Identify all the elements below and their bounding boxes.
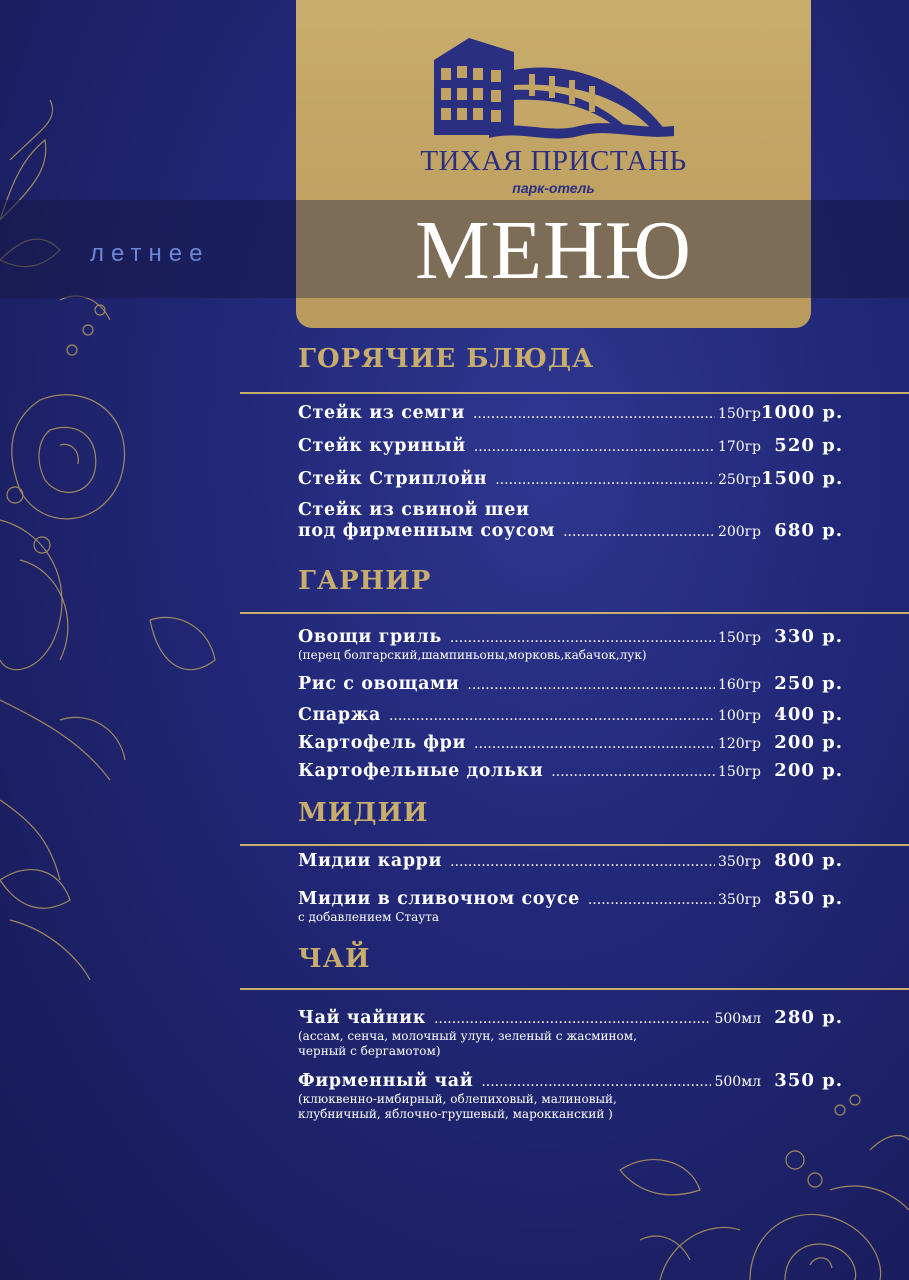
leader-dots xyxy=(434,1011,712,1027)
item-price: 680 р. xyxy=(774,520,843,541)
item-price: 350 р. xyxy=(774,1070,843,1091)
item-note: с добавлением Стаута xyxy=(298,910,440,924)
item-name: Рис с овощами xyxy=(298,674,460,694)
item-price: 800 р. xyxy=(774,850,843,871)
menu-title: МЕНЮ xyxy=(415,204,692,297)
menu-item xyxy=(298,402,843,423)
leader-dots xyxy=(474,736,715,752)
item-weight: 500мл xyxy=(714,1011,761,1027)
item-weight: 150гр xyxy=(717,406,761,422)
menu-item xyxy=(298,850,843,871)
leader-dots xyxy=(551,764,715,780)
leader-dots xyxy=(481,1074,711,1090)
leader-dots xyxy=(389,708,715,724)
item-name: Мидии в сливочном соусе xyxy=(298,889,580,909)
item-weight: 100гр xyxy=(717,708,761,724)
menu-item xyxy=(298,626,843,663)
section-title-tea: ЧАЙ xyxy=(298,944,371,974)
item-name: Спаржа xyxy=(298,705,381,725)
item-price: 1000 р. xyxy=(761,402,844,423)
menu-item xyxy=(298,760,843,781)
section-title-hot: ГОРЯЧИЕ БЛЮДА xyxy=(298,344,595,374)
menu-item xyxy=(298,888,843,925)
item-name: Фирменный чай xyxy=(298,1071,474,1091)
menu-item xyxy=(298,500,843,541)
item-price: 280 р. xyxy=(774,1007,843,1028)
item-price: 250 р. xyxy=(774,673,843,694)
item-name: Картофель фри xyxy=(298,733,467,753)
item-price: 1500 р. xyxy=(761,468,844,489)
item-weight: 150гр xyxy=(717,630,761,646)
brand-subtitle: парк-отель xyxy=(512,180,595,196)
leader-dots xyxy=(588,892,715,908)
item-price: 200 р. xyxy=(774,732,843,753)
item-weight: 120гр xyxy=(717,736,761,752)
brand-name: ТИХАЯ ПРИСТАНЬ xyxy=(420,145,687,177)
item-weight: 350гр xyxy=(717,892,761,908)
item-weight: 150гр xyxy=(717,764,761,780)
item-name: Овощи гриль xyxy=(298,627,442,647)
menu-item xyxy=(298,704,843,725)
item-price: 200 р. xyxy=(774,760,843,781)
item-name-line1: Стейк из свиной шеи xyxy=(298,500,530,520)
menu-item xyxy=(298,732,843,753)
hotel-logo-icon xyxy=(429,30,679,142)
item-weight: 350гр xyxy=(717,854,761,870)
menu-item xyxy=(298,435,843,456)
item-price: 850 р. xyxy=(774,888,843,909)
menu-item xyxy=(298,673,843,694)
section-divider xyxy=(240,392,909,394)
section-title-garnish: ГАРНИР xyxy=(298,566,432,596)
leader-dots xyxy=(450,854,715,870)
item-name: Мидии карри xyxy=(298,851,443,871)
item-weight: 500мл xyxy=(714,1074,761,1090)
item-name: под фирменным соусом xyxy=(298,521,556,541)
item-weight: 170гр xyxy=(717,439,761,455)
item-weight: 200гр xyxy=(717,524,761,540)
section-divider xyxy=(240,612,909,614)
item-note: (клюквенно-имбирный, облепиховый, малиновый, клубничный, яблочно-грушевый, марокканский ) xyxy=(298,1092,617,1121)
item-name: Чай чайник xyxy=(298,1008,426,1028)
menu-item xyxy=(298,1070,843,1122)
menu-item xyxy=(298,468,843,489)
leader-dots xyxy=(474,439,715,455)
menu-item xyxy=(298,1007,843,1059)
item-price: 400 р. xyxy=(774,704,843,725)
logo-panel xyxy=(296,0,811,328)
season-label: летнее xyxy=(90,240,210,267)
leader-dots xyxy=(473,406,715,422)
item-name: Стейк Стриплойн xyxy=(298,469,488,489)
section-title-mussels: МИДИИ xyxy=(298,798,429,828)
item-note: (перец болгарский,шампиньоны,морковь,кабачок,лук) xyxy=(298,648,647,662)
item-price: 330 р. xyxy=(774,626,843,647)
item-name: Картофельные дольки xyxy=(298,761,544,781)
item-name: Стейк из семги xyxy=(298,403,465,423)
section-divider xyxy=(240,988,909,990)
leader-dots xyxy=(495,472,715,488)
item-note: (ассам, сенча, молочный улун, зеленый с жасмином, черный с бергамотом) xyxy=(298,1029,637,1058)
item-weight: 160гр xyxy=(717,677,761,693)
item-weight: 250гр xyxy=(717,472,761,488)
leader-dots xyxy=(563,524,715,540)
item-name: Стейк куриный xyxy=(298,436,466,456)
section-divider xyxy=(240,844,909,846)
leader-dots xyxy=(450,630,715,646)
item-price: 520 р. xyxy=(774,435,843,456)
leader-dots xyxy=(467,677,715,693)
